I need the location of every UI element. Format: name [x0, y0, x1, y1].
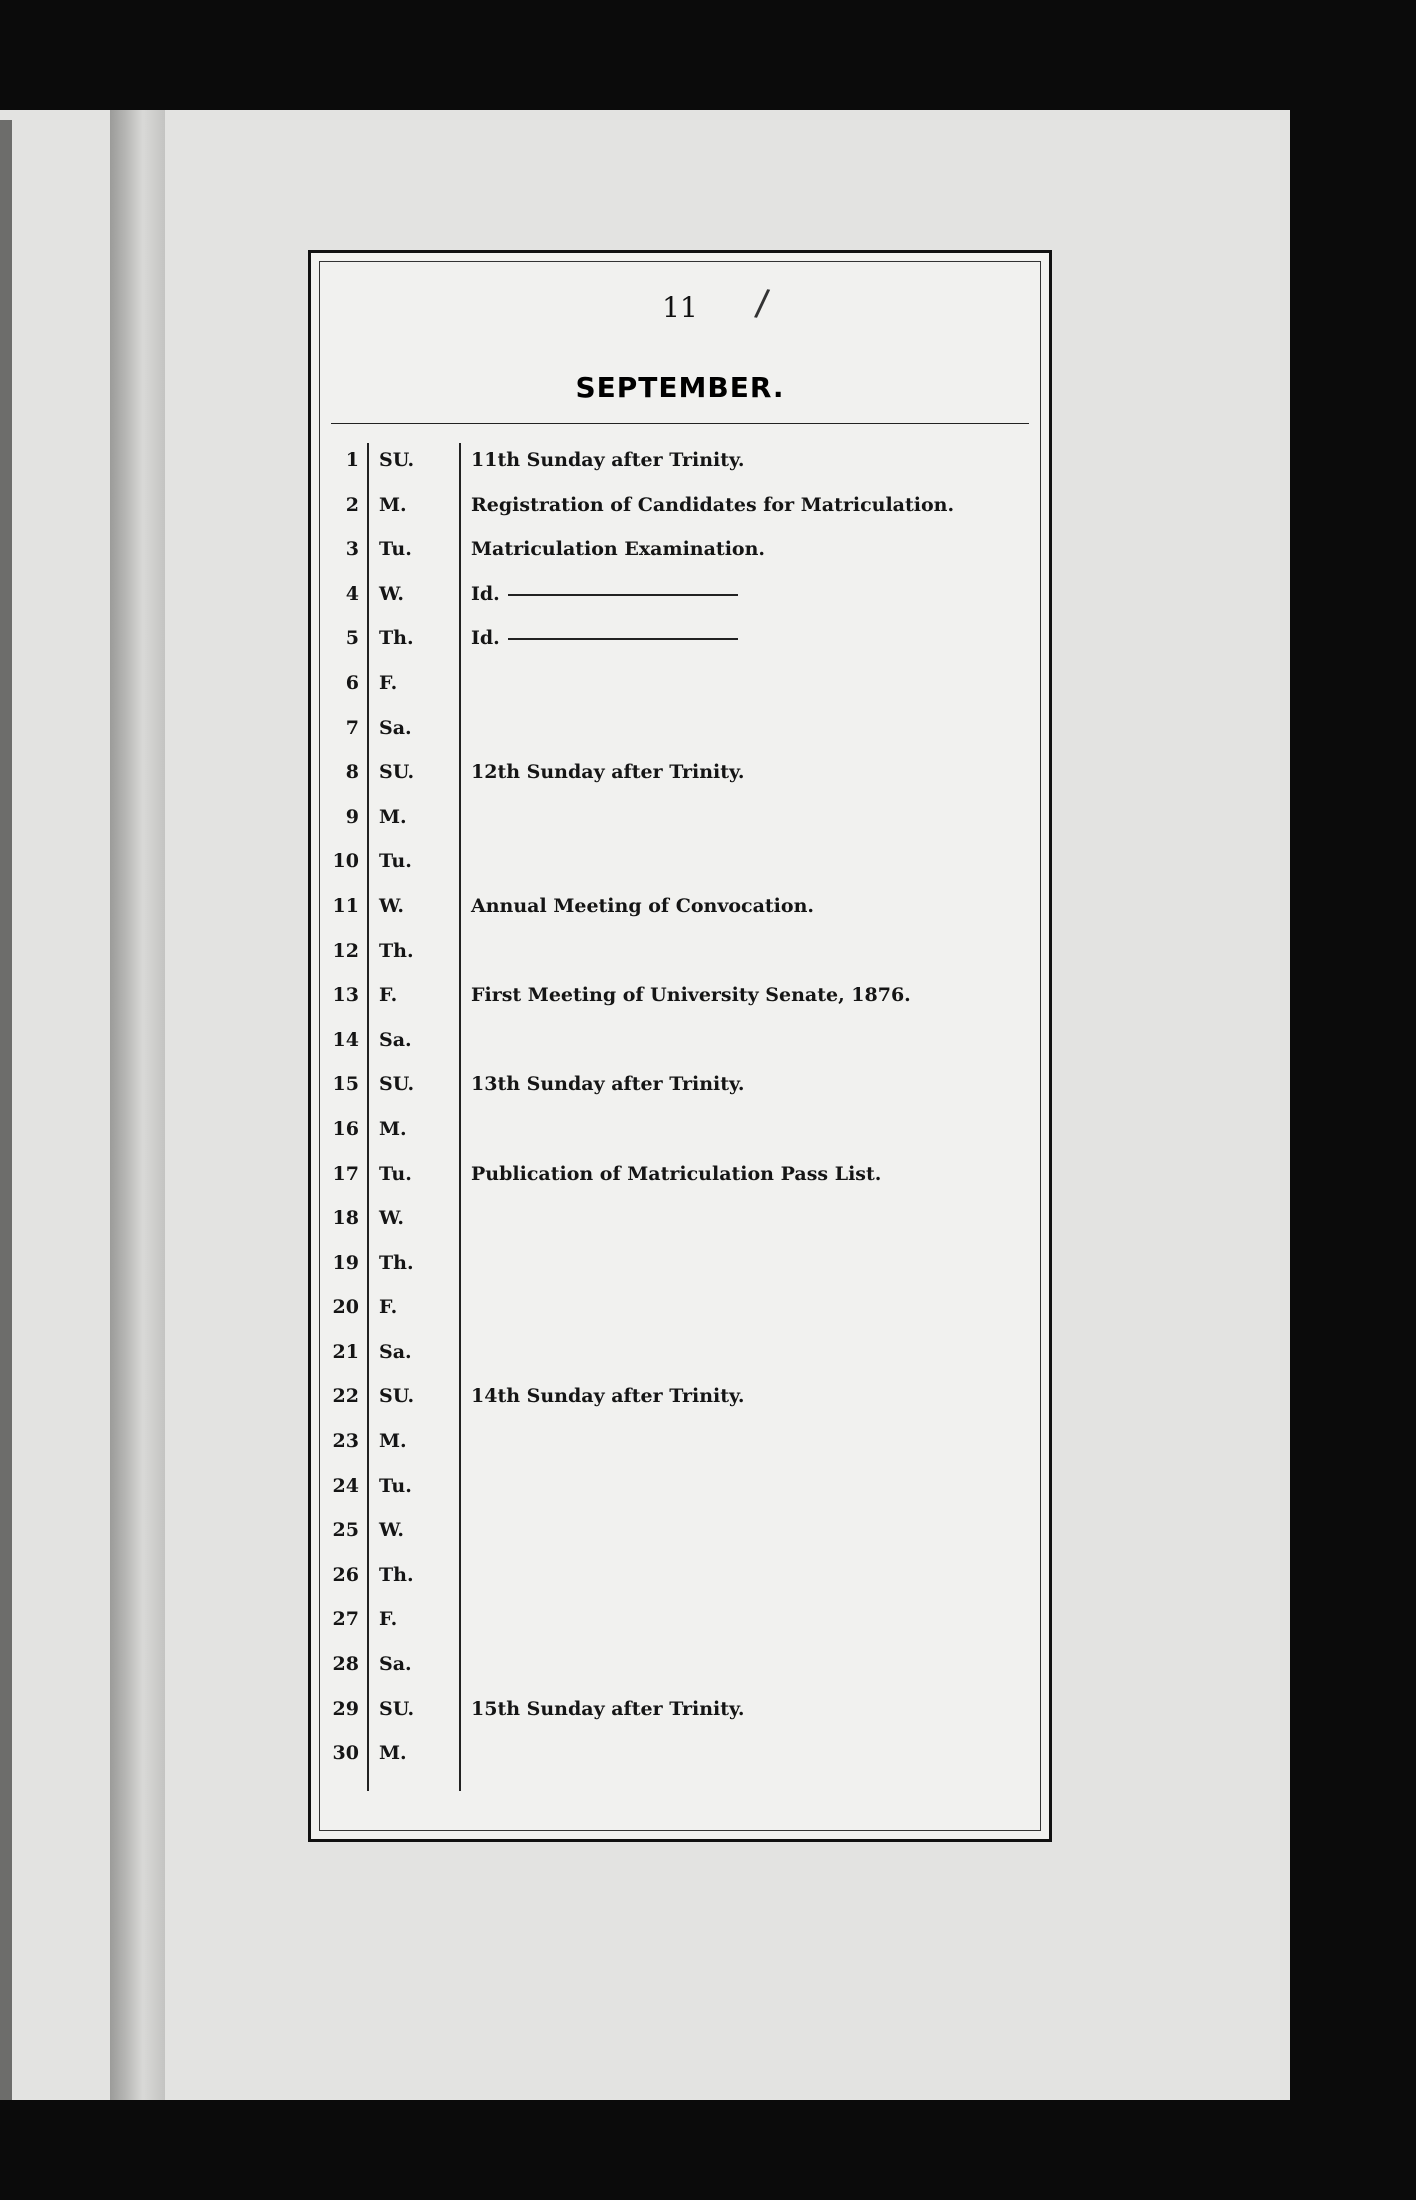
event-text: Registration of Candidates for Matriculation.: [471, 493, 955, 516]
weekday: Tu.: [379, 1474, 412, 1497]
calendar-row: [311, 1153, 1049, 1198]
calendar-row: [311, 974, 1049, 1019]
day-number: 21: [332, 1340, 359, 1363]
day-number: 17: [332, 1162, 359, 1185]
ditto-rule: [508, 594, 738, 596]
day-number: 30: [332, 1742, 359, 1765]
weekday: Tu.: [379, 1162, 412, 1185]
day-number: 14: [332, 1028, 359, 1051]
calendar-row: [311, 1375, 1049, 1420]
event-text: Annual Meeting of Convocation.: [471, 894, 815, 917]
ditto-rule: [508, 638, 738, 640]
day-number: 1: [345, 449, 359, 471]
page-number: 11: [662, 291, 698, 324]
calendar-row: [311, 885, 1049, 930]
day-number: 27: [332, 1608, 359, 1631]
event-text: 12th Sunday after Trinity.: [471, 761, 745, 784]
event-text: 11th Sunday after Trinity.: [471, 449, 745, 471]
calendar-row: [311, 1197, 1049, 1242]
calendar-row: [311, 439, 1049, 484]
weekday: M.: [379, 493, 407, 516]
weekday: SU.: [379, 761, 415, 784]
calendar-row: [311, 1063, 1049, 1108]
calendar-row: [311, 1108, 1049, 1153]
day-number: 16: [332, 1117, 359, 1140]
day-number: 29: [332, 1697, 359, 1720]
day-number: 5: [345, 627, 359, 650]
day-number: 28: [332, 1653, 359, 1676]
event-text: Matriculation Examination.: [471, 538, 766, 561]
day-number: 2: [345, 493, 359, 516]
weekday: Sa.: [379, 716, 412, 739]
day-number: 22: [332, 1385, 359, 1408]
weekday: Tu.: [379, 538, 412, 561]
event-text: First Meeting of University Senate, 1876.: [471, 984, 911, 1007]
day-number: 8: [345, 761, 359, 784]
book-gutter: [110, 110, 165, 2100]
weekday: M.: [379, 1117, 407, 1140]
month-title: SEPTEMBER.: [575, 371, 785, 404]
weekday: SU.: [379, 1697, 415, 1720]
day-number: 13: [332, 984, 359, 1007]
weekday: F.: [379, 671, 398, 694]
calendar-row: [311, 1643, 1049, 1688]
day-number: 19: [332, 1251, 359, 1274]
event-text: 15th Sunday after Trinity.: [471, 1697, 745, 1720]
weekday: W.: [379, 1207, 404, 1230]
event-text: Id.: [471, 627, 738, 649]
calendar-row: [311, 617, 1049, 662]
day-number: 25: [332, 1519, 359, 1542]
calendar-row: [311, 484, 1049, 529]
calendar-row: [311, 840, 1049, 885]
calendar-row: [311, 1019, 1049, 1064]
calendar-table: [311, 439, 1049, 1777]
calendar-row: [311, 1331, 1049, 1376]
day-number: 26: [332, 1563, 359, 1586]
day-number: 9: [345, 805, 359, 828]
calendar-frame: [308, 250, 1052, 1842]
left-page-edge: [0, 120, 12, 2100]
calendar-row: [311, 1242, 1049, 1287]
calendar-row: [311, 930, 1049, 975]
title-rule: [331, 423, 1029, 424]
weekday: Th.: [379, 627, 414, 650]
day-number: 11: [332, 894, 359, 917]
day-number: 18: [332, 1207, 359, 1230]
weekday: W.: [379, 1519, 404, 1542]
calendar-row: [311, 796, 1049, 841]
calendar-row: [311, 573, 1049, 618]
day-number: 3: [345, 538, 359, 561]
weekday: Tu.: [379, 850, 412, 873]
weekday: Sa.: [379, 1340, 412, 1363]
day-number: 10: [332, 850, 359, 873]
calendar-row: [311, 751, 1049, 796]
day-number: 24: [332, 1474, 359, 1497]
calendar-row: [311, 1286, 1049, 1331]
weekday: M.: [379, 805, 407, 828]
day-number: 7: [345, 716, 359, 739]
weekday: F.: [379, 1296, 398, 1319]
event-text: Publication of Matriculation Pass List.: [471, 1162, 882, 1185]
weekday: F.: [379, 984, 398, 1007]
weekday: Th.: [379, 1251, 414, 1274]
calendar-row: [311, 1509, 1049, 1554]
calendar-row: [311, 1420, 1049, 1465]
weekday: W.: [379, 582, 404, 605]
weekday: Th.: [379, 1563, 414, 1586]
day-number: 20: [332, 1296, 359, 1319]
day-number: 15: [332, 1073, 359, 1096]
calendar-row: [311, 707, 1049, 752]
weekday: M.: [379, 1430, 407, 1453]
weekday: Sa.: [379, 1653, 412, 1676]
weekday: F.: [379, 1608, 398, 1631]
day-number: 23: [332, 1430, 359, 1453]
calendar-row: [311, 662, 1049, 707]
calendar-row: [311, 528, 1049, 573]
calendar-row: [311, 1732, 1049, 1777]
event-text: 14th Sunday after Trinity.: [471, 1385, 745, 1408]
weekday: SU.: [379, 1073, 415, 1096]
calendar-row: [311, 1554, 1049, 1599]
day-number: 12: [332, 939, 359, 962]
weekday: W.: [379, 894, 404, 917]
weekday: SU.: [379, 1385, 415, 1408]
day-number: 4: [345, 582, 359, 605]
event-text: Id.: [471, 583, 738, 605]
calendar-row: [311, 1598, 1049, 1643]
weekday: Th.: [379, 939, 414, 962]
calendar-row: [311, 1465, 1049, 1510]
pencil-mark: /: [753, 282, 771, 325]
weekday: M.: [379, 1742, 407, 1765]
calendar-row: [311, 1688, 1049, 1733]
day-number: 6: [345, 671, 359, 694]
event-text: 13th Sunday after Trinity.: [471, 1073, 745, 1096]
weekday: SU.: [379, 449, 415, 471]
weekday: Sa.: [379, 1028, 412, 1051]
